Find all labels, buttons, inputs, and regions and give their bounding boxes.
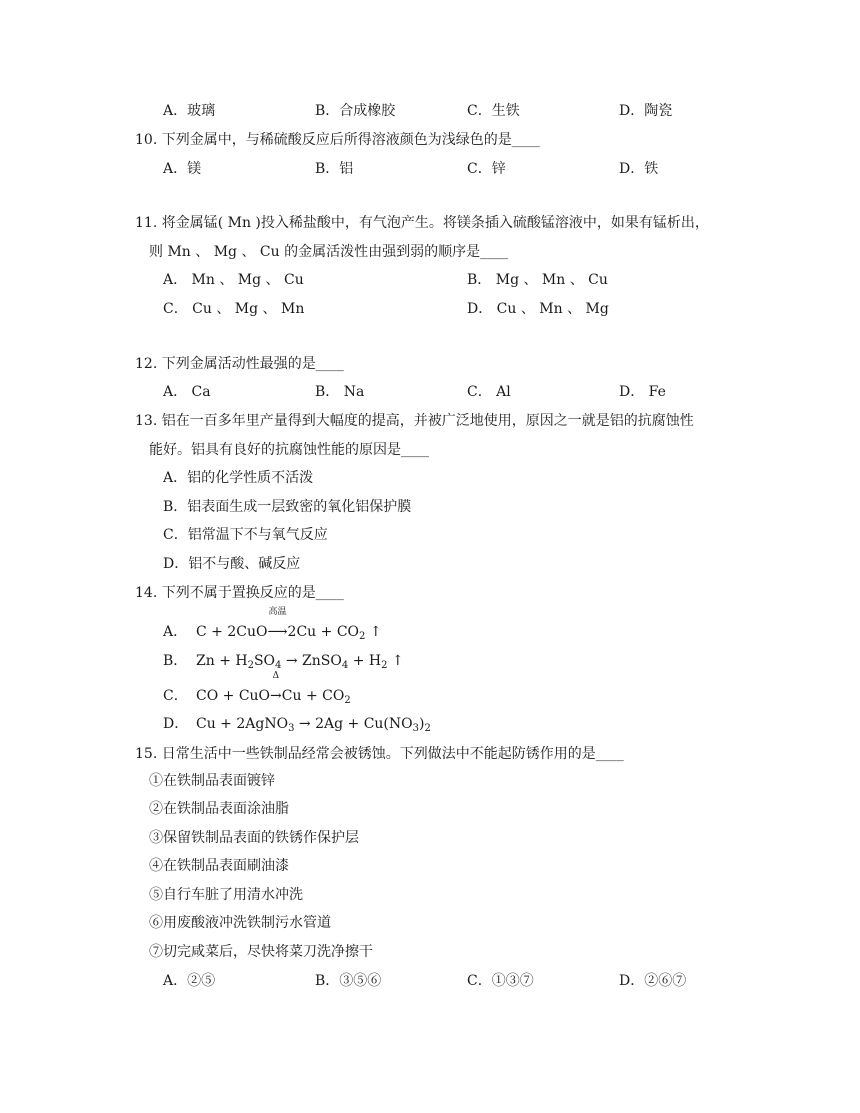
q15-item-1: ①在铁制品表面镀锌 xyxy=(149,773,275,789)
q14-equation-a: C + 2CuO 高温 ⟶2Cu + $CO_2$ ↑ xyxy=(196,607,382,642)
q10-option-d[interactable]: D．铁 xyxy=(619,161,659,177)
q15-item-6: ⑥用废酸液冲洗铁制污水管道 xyxy=(149,915,331,931)
q12-options xyxy=(0,380,860,404)
q15-item-3: ③保留铁制品表面的铁锈作保护层 xyxy=(149,830,359,846)
q11-stem-line1: 11. 将金属锰( Mn )投入稀盐酸中，有气泡产生。将镁条插入硫酸锰溶液中，如果有锰析出， xyxy=(135,215,709,231)
q15-option-d[interactable]: D．②⑥⑦ xyxy=(619,973,687,989)
q14-condition-high-temp: 高温 xyxy=(268,607,287,617)
q15-item-5: ⑤自行车脏了用清水冲洗 xyxy=(149,887,303,903)
q9-option-d[interactable]: D．陶瓷 xyxy=(619,103,673,119)
q12-option-d[interactable]: D． Fe xyxy=(619,384,666,400)
q10-options xyxy=(0,157,860,181)
q15-option-c[interactable]: C．①③⑦ xyxy=(467,973,534,989)
q14-equation-c: CO + CuO Δ $\to Cu + CO_2$ xyxy=(196,671,351,706)
q11-options-row2 xyxy=(0,297,860,321)
q9-option-a[interactable]: A．玻璃 xyxy=(163,103,216,119)
q14-option-d[interactable]: D． Cu + 2AgNO$_3$ → $2Ag + Cu(NO_3)_2$ xyxy=(0,712,860,736)
q9-options xyxy=(0,99,860,123)
q15-options xyxy=(0,969,860,993)
q13-option-b[interactable]: B．铝表面生成一层致密的氧化铝保护膜 xyxy=(163,499,412,515)
q14-option-b[interactable]: B． $Zn + H_2SO_4$ → ZnSO$_4$ + $H_2$ ↑ xyxy=(0,649,860,673)
q10-option-c[interactable]: C．锌 xyxy=(467,161,506,177)
q12-option-b[interactable]: B． Na xyxy=(315,384,365,400)
q13-stem-line1: 13. 铝在一百多年里产量得到大幅度的提高，并被广泛地使用，原因之一就是铝的抗腐蚀性 xyxy=(135,413,694,429)
q11-options-row1 xyxy=(0,268,860,292)
q11-option-a[interactable]: A． Mn 、 Mg 、 Cu xyxy=(163,272,304,288)
q14-option-a[interactable]: A． C + 2CuO 高温 ⟶2Cu + $CO_2$ ↑ xyxy=(163,607,382,642)
q14-condition-heat: Δ xyxy=(272,671,280,681)
q13-option-d[interactable]: D．铝不与酸、碱反应 xyxy=(163,556,301,572)
q9-option-b[interactable]: B．合成橡胶 xyxy=(315,103,396,119)
q14-equation-d: Cu + 2AgNO$_3$ → $2Ag + Cu(NO_3)_2$ xyxy=(196,716,431,734)
q11-option-d[interactable]: D． Cu 、 Mn 、 Mg xyxy=(467,301,609,317)
q14-stem: 14. 下列不属于置换反应的是____ xyxy=(135,585,344,601)
q9-option-c[interactable]: C．生铁 xyxy=(467,103,520,119)
q15-option-b[interactable]: B．③⑤⑥ xyxy=(315,973,382,989)
q15-stem: 15. 日常生活中一些铁制品经常会被锈蚀。下列做法中不能起防锈作用的是____ xyxy=(135,746,624,762)
q14-equation-b: $Zn + H_2SO_4$ → ZnSO$_4$ + $H_2$ ↑ xyxy=(196,653,404,671)
q11-option-c[interactable]: C． Cu 、 Mg 、 Mn xyxy=(163,301,305,317)
q13-stem-line2: 能好。铝具有良好的抗腐蚀性能的原因是____ xyxy=(149,442,429,458)
q13-option-a[interactable]: A．铝的化学性质不活泼 xyxy=(163,470,314,486)
q15-option-a[interactable]: A．②⑤ xyxy=(163,973,216,989)
q12-option-c[interactable]: C． Al xyxy=(467,384,511,400)
q14-option-c[interactable]: C． CO + CuO Δ $\to Cu + CO_2$ xyxy=(163,671,351,706)
q12-option-a[interactable]: A． Ca xyxy=(163,384,211,400)
q11-stem-line2: 则 Mn 、 Mg 、 Cu 的金属活泼性由强到弱的顺序是____ xyxy=(149,244,509,260)
q10-option-a[interactable]: A．镁 xyxy=(163,161,202,177)
q10-option-b[interactable]: B．铝 xyxy=(315,161,354,177)
q10-stem: 10. 下列金属中，与稀硫酸反应后所得溶液颜色为浅绿色的是____ xyxy=(135,132,540,148)
q12-stem: 12. 下列金属活动性最强的是____ xyxy=(135,356,344,372)
q11-option-b[interactable]: B． Mg 、 Mn 、 Cu xyxy=(467,272,608,288)
q15-item-4: ④在铁制品表面刷油漆 xyxy=(149,858,289,874)
q15-item-2: ②在铁制品表面涂油脂 xyxy=(149,801,289,817)
q13-option-c[interactable]: C．铝常温下不与氧气反应 xyxy=(163,527,328,543)
q15-item-7: ⑦切完咸菜后，尽快将菜刀洗净擦干 xyxy=(149,944,373,960)
